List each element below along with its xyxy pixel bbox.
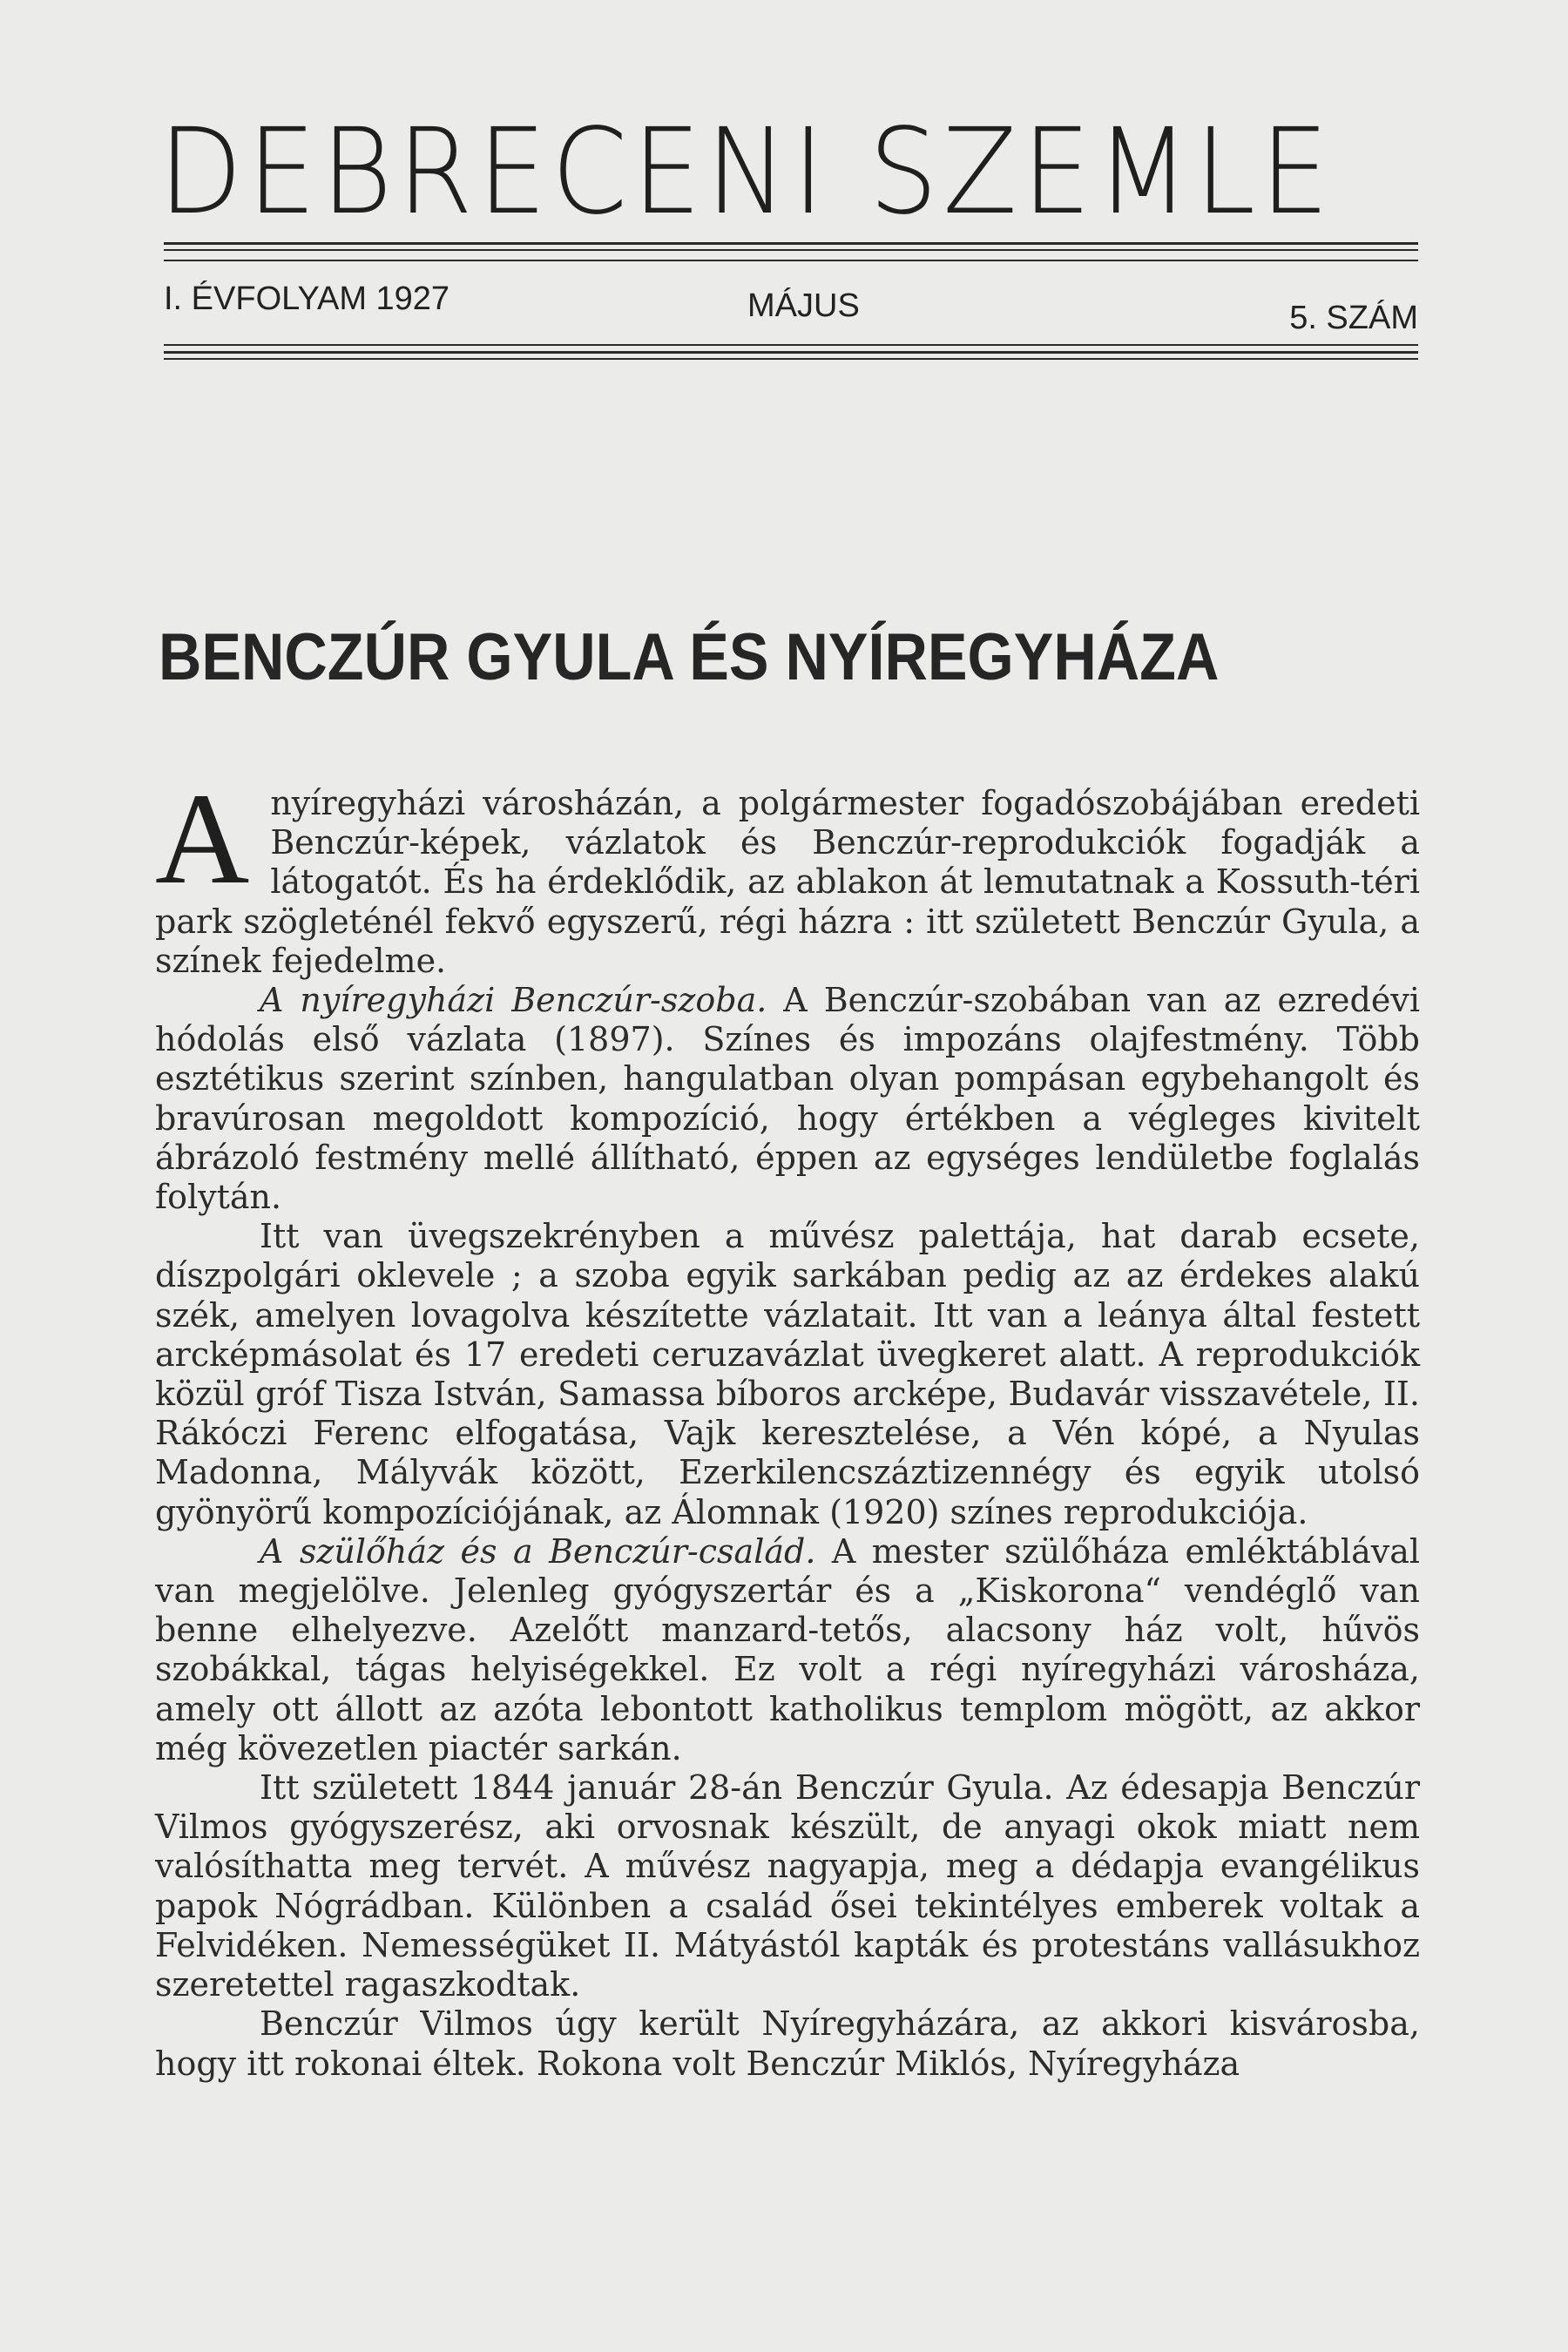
- masthead-rule: [164, 242, 1418, 245]
- issue-number: 5. SZÁM: [1289, 300, 1418, 336]
- masthead-rule: [164, 249, 1418, 251]
- paragraph: [155, 1532, 1420, 1768]
- article-title: BENCZÚR GYULA ÉS NYÍREGYHÁZA: [159, 619, 1220, 694]
- issue-rule: [164, 351, 1418, 354]
- paragraph: Itt született 1844 január 28-án Benczúr Gyula. Az édesapja Benczúr Vilmos gyógyszerész, aki orvosnak készült, de anyagi okok miatt nem valósíthatta meg tervét. A művész nagyapja, meg a dédapja evangélikus papok Nógrádban. Különben a család ősei tekintélyes emberek voltak a Felvidéken. Nemességüket II. Mátyástól kapták és protestáns vallásukhoz szeretettel ragaszkodtak.: [155, 1768, 1420, 2004]
- volume-year: I. ÉVFOLYAM 1927: [164, 280, 450, 317]
- paragraph: [155, 981, 1420, 1217]
- drop-cap: A: [155, 767, 250, 911]
- issue-line: [164, 277, 1418, 336]
- paragraph-text: nyíregyházi városházán, a polgármester fogadószobájában eredeti Benczúr-képek, vázlatok és Benczúr-reprodukciók fogadják a látogatót. És ha érdeklődik, az ablakon át lemutatnak a Kossuth-téri park szögleténél fekvő egyszerű, régi házra : itt született Benczúr Gyula, a színek fejedelme.: [155, 784, 1420, 980]
- paragraph: Benczúr Vilmos úgy került Nyíregyházára, az akkori kisvárosba, hogy itt rokonai éltek. Rokona volt Benczúr Miklós, Nyíregyháza: [155, 2004, 1420, 2083]
- issue-rule: [164, 344, 1418, 346]
- article-body: [155, 767, 1420, 2084]
- journal-masthead: DEBRECENI SZEMLE: [159, 104, 1335, 241]
- section-heading: A nyíregyházi Benczúr-szoba.: [260, 981, 767, 1020]
- masthead-rule: [164, 260, 1418, 261]
- issue-rule: [164, 358, 1418, 360]
- section-heading: A szülőház és a Benczúr-család.: [260, 1531, 816, 1571]
- paragraph-text: A mester szülőháza emléktáblával van megjelölve. Jelenleg gyógyszertár és a „Kiskorona“ vendéglő van benne elhelyezve. Azelőtt manzard-tetős, alacsony ház volt, hűvös szobákkal, tágas helyiségekkel. Ez volt a régi nyíregyházi városháza, amely ott állott az azóta lebontott katholikus templom mögött, az akkor még kövezetlen piactér sarkán.: [155, 1531, 1420, 1767]
- issue-month: MÁJUS: [747, 287, 860, 324]
- paragraph: Itt van üvegszekrényben a művész palettája, hat darab ecsete, díszpolgári oklevele ; a szoba egyik sarkában pedig az az érdekes alakú szék, amelyen lovagolva készítette vázlatait. Itt van a leánya által festett arcképmásolat és 17 eredeti ceruzavázlat üvegkeret alatt. A reprodukciók közül gróf Tisza István, Samassa bíboros arcképe, Budavár visszavétele, II. Rákóczi Ferenc elfogatása, Vajk keresztelése, a Vén kópé, a Nyulas Madonna, Mályvák között, Ezerkilencszáztizennégy és egyik utolsó gyönyörű kompozíciójának, az Álomnak (1920) színes reprodukciója.: [155, 1217, 1420, 1531]
- paragraph: [155, 767, 1420, 981]
- paragraph-text: A Benczúr-szobában van az ezredévi hódolás első vázlata (1897). Színes és impozáns olajfestmény. Több esztétikus szerint színben, hangulatban olyan pompásan egybehangolt és bravúrosan megoldott kompozíció, hogy értékben a végleges kivitelt ábrázoló festmény mellé állítható, éppen az egységes lendületbe foglalás folytán.: [155, 981, 1420, 1217]
